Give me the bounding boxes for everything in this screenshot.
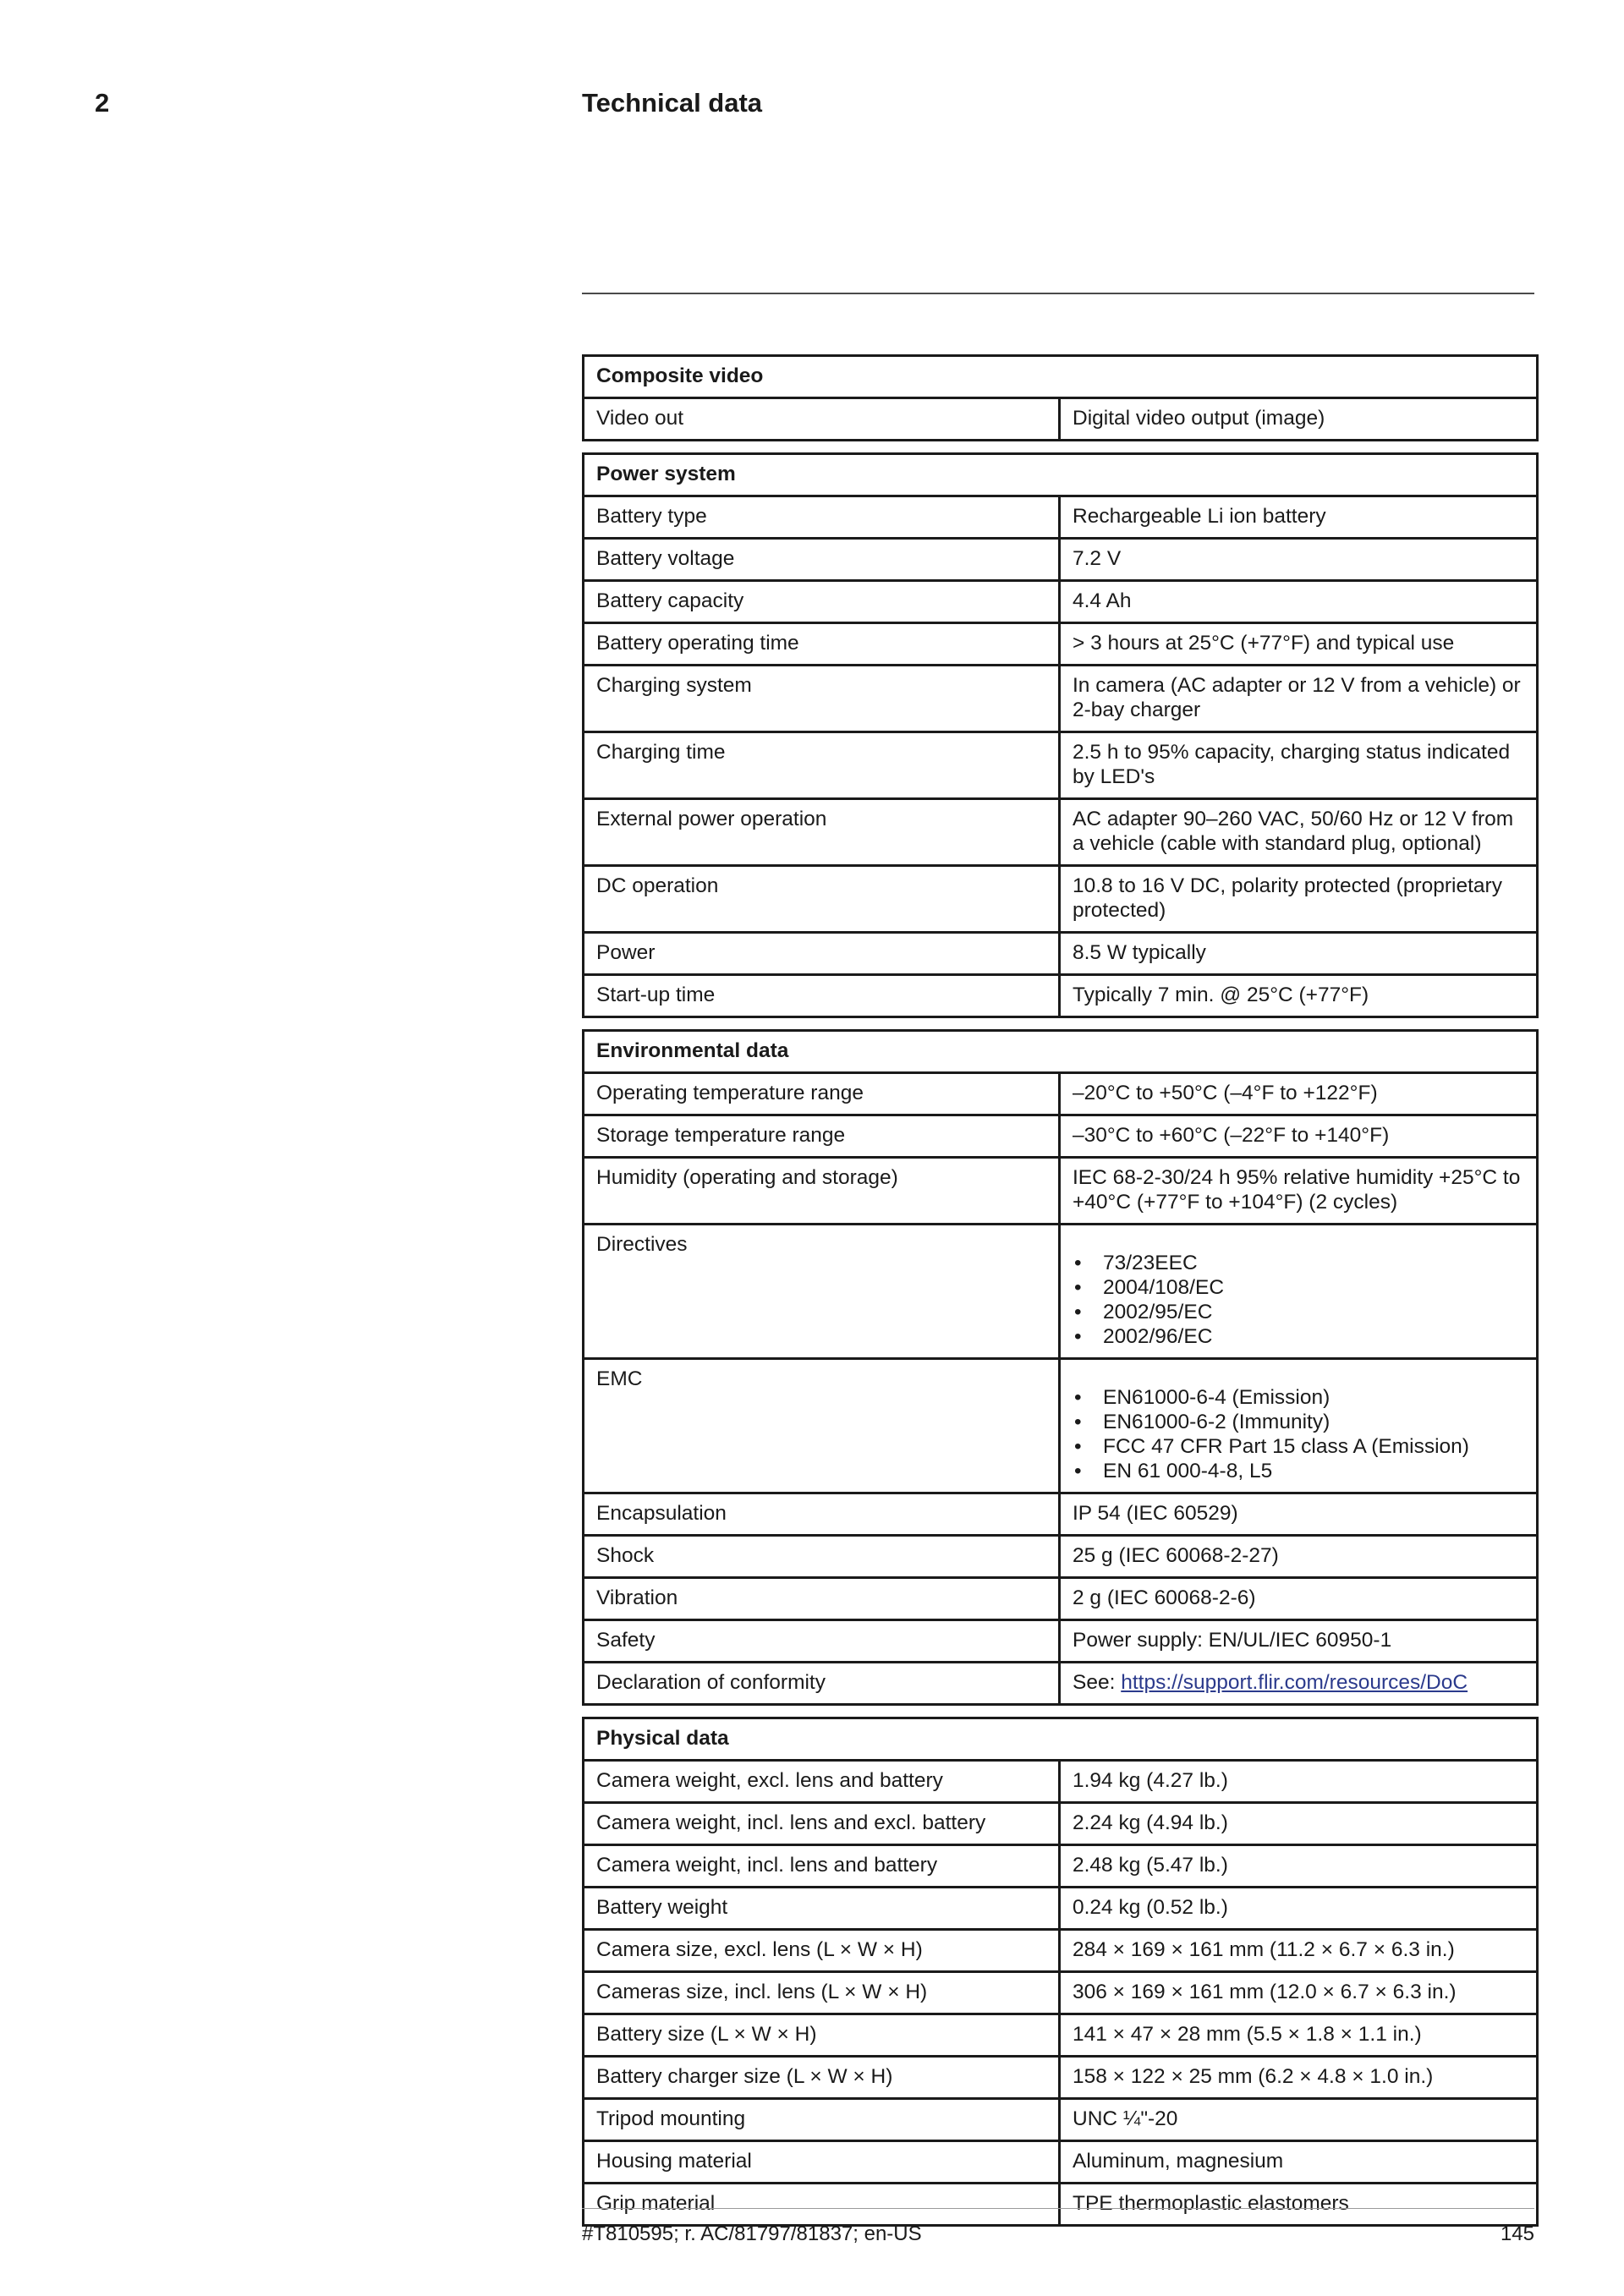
environmental-data-table: [582, 1029, 1539, 1706]
spec-value: 10.8 to 16 V DC, polarity protected (proprietary protected): [1060, 866, 1538, 933]
spec-label: Power: [584, 933, 1060, 975]
section-title: Power system: [584, 454, 1538, 496]
spec-value: AC adapter 90–260 VAC, 50/60 Hz or 12 V from a vehicle (cable with standard plug, optional): [1060, 799, 1538, 866]
spec-value: Aluminum, magnesium: [1060, 2141, 1538, 2184]
table-row: [584, 933, 1538, 975]
composite-video-table: [582, 354, 1539, 441]
spec-value: 158 × 122 × 25 mm (6.2 × 4.8 × 1.0 in.): [1060, 2057, 1538, 2099]
spec-value: Rechargeable Li ion battery: [1060, 496, 1538, 539]
spec-value: –20°C to +50°C (–4°F to +122°F): [1060, 1073, 1538, 1115]
table-row: [584, 581, 1538, 623]
table-row: [584, 539, 1538, 581]
chapter-title: Technical data: [582, 88, 763, 118]
section-title: Composite video: [584, 356, 1538, 398]
table-row: [584, 732, 1538, 799]
spec-value: UNC ¼"-20: [1060, 2099, 1538, 2141]
table-row: [584, 1930, 1538, 1972]
spec-value: 8.5 W typically: [1060, 933, 1538, 975]
section-title: Environmental data: [584, 1031, 1538, 1073]
table-row: [584, 2057, 1538, 2099]
table-row: [584, 398, 1538, 441]
spec-label: Housing material: [584, 2141, 1060, 2184]
directives-list: [1073, 1251, 1524, 1349]
table-row: [584, 666, 1538, 732]
spec-label: Battery size (L × W × H): [584, 2014, 1060, 2057]
table-row: [584, 1359, 1538, 1493]
table-row: [584, 1803, 1538, 1845]
spec-label: Charging time: [584, 732, 1060, 799]
spec-label: External power operation: [584, 799, 1060, 866]
spec-label: Tripod mounting: [584, 2099, 1060, 2141]
spec-value-list: [1060, 1359, 1538, 1493]
spec-value: IEC 68-2-30/24 h 95% relative humidity +25°C to +40°C (+77°F to +104°F) (2 cycles): [1060, 1158, 1538, 1225]
table-row: [584, 1620, 1538, 1663]
spec-value: –30°C to +60°C (–22°F to +140°F): [1060, 1115, 1538, 1158]
list-item: • FCC 47 CFR Part 15 class A (Emission): [1073, 1434, 1524, 1459]
spec-label: Grip material: [584, 2184, 1060, 2226]
table-row: [584, 1663, 1538, 1705]
spec-label: Declaration of conformity: [584, 1663, 1060, 1705]
table-row: [584, 799, 1538, 866]
header-divider: [582, 293, 1534, 294]
spec-label: Storage temperature range: [584, 1115, 1060, 1158]
list-item: • 73/23EEC: [1073, 1251, 1524, 1275]
spec-value: [1060, 1663, 1538, 1705]
table-row: [584, 623, 1538, 666]
table-row: [584, 1158, 1538, 1225]
doc-prefix: See:: [1073, 1671, 1122, 1694]
spec-label: Battery charger size (L × W × H): [584, 2057, 1060, 2099]
list-item: • 2002/95/EC: [1073, 1300, 1524, 1324]
footer-document-id: #T810595; r. AC/81797/81837; en-US: [582, 2222, 922, 2245]
table-row: [584, 1493, 1538, 1536]
list-item: • EN61000-6-4 (Emission): [1073, 1385, 1524, 1410]
table-row: [584, 2141, 1538, 2184]
spec-label: Safety: [584, 1620, 1060, 1663]
spec-value: IP 54 (IEC 60529): [1060, 1493, 1538, 1536]
table-row: [584, 1536, 1538, 1578]
spec-value: 2.48 kg (5.47 lb.): [1060, 1845, 1538, 1888]
power-system-table: [582, 452, 1539, 1018]
spec-value: TPE thermoplastic elastomers: [1060, 2184, 1538, 2226]
spec-label: Battery operating time: [584, 623, 1060, 666]
spec-label: Vibration: [584, 1578, 1060, 1620]
spec-value: 25 g (IEC 60068-2-27): [1060, 1536, 1538, 1578]
spec-value: Power supply: EN/UL/IEC 60950-1: [1060, 1620, 1538, 1663]
spec-value: In camera (AC adapter or 12 V from a vehicle) or 2-bay charger: [1060, 666, 1538, 732]
spec-value: 306 × 169 × 161 mm (12.0 × 6.7 × 6.3 in.): [1060, 1972, 1538, 2014]
spec-label: Start-up time: [584, 975, 1060, 1017]
list-item: • EN 61 000-4-8, L5: [1073, 1459, 1524, 1483]
spec-value: 7.2 V: [1060, 539, 1538, 581]
spec-label: Shock: [584, 1536, 1060, 1578]
spec-value: 0.24 kg (0.52 lb.): [1060, 1888, 1538, 1930]
doc-link[interactable]: https://support.flir.com/resources/DoC: [1121, 1671, 1468, 1694]
spec-value: > 3 hours at 25°C (+77°F) and typical use: [1060, 623, 1538, 666]
section-title: Physical data: [584, 1718, 1538, 1761]
spec-value: 2.24 kg (4.94 lb.): [1060, 1803, 1538, 1845]
spec-value: 2 g (IEC 60068-2-6): [1060, 1578, 1538, 1620]
section-header-row: [584, 356, 1538, 398]
spec-tables: [582, 354, 1536, 2238]
spec-value: 141 × 47 × 28 mm (5.5 × 1.8 × 1.1 in.): [1060, 2014, 1538, 2057]
spec-label: Cameras size, incl. lens (L × W × H): [584, 1972, 1060, 2014]
table-row: [584, 1073, 1538, 1115]
list-item: • EN61000-6-2 (Immunity): [1073, 1410, 1524, 1434]
table-row: [584, 1225, 1538, 1359]
spec-label: Operating temperature range: [584, 1073, 1060, 1115]
spec-value: Digital video output (image): [1060, 398, 1538, 441]
table-row: [584, 2099, 1538, 2141]
table-row: [584, 1888, 1538, 1930]
spec-label: Video out: [584, 398, 1060, 441]
table-row: [584, 1972, 1538, 2014]
emc-list: [1073, 1385, 1524, 1483]
spec-label: Camera weight, incl. lens and excl. battery: [584, 1803, 1060, 1845]
spec-value: 1.94 kg (4.27 lb.): [1060, 1761, 1538, 1803]
spec-label: Charging system: [584, 666, 1060, 732]
table-row: [584, 1115, 1538, 1158]
footer-divider: [582, 2208, 1534, 2209]
spec-value-list: [1060, 1225, 1538, 1359]
page-number: 145: [1500, 2222, 1534, 2245]
spec-label: Humidity (operating and storage): [584, 1158, 1060, 1225]
list-item: • 2004/108/EC: [1073, 1275, 1524, 1300]
section-header-row: [584, 1718, 1538, 1761]
spec-label: Battery capacity: [584, 581, 1060, 623]
spec-value: 284 × 169 × 161 mm (11.2 × 6.7 × 6.3 in.): [1060, 1930, 1538, 1972]
table-row: [584, 975, 1538, 1017]
table-row: [584, 496, 1538, 539]
spec-label: Battery type: [584, 496, 1060, 539]
spec-label: EMC: [584, 1359, 1060, 1493]
table-row: [584, 2014, 1538, 2057]
physical-data-table: [582, 1717, 1539, 2227]
table-row: [584, 1761, 1538, 1803]
table-row: [584, 2184, 1538, 2226]
list-item: • 2002/96/EC: [1073, 1324, 1524, 1349]
chapter-number: 2: [95, 88, 110, 118]
spec-label: Encapsulation: [584, 1493, 1060, 1536]
spec-value: Typically 7 min. @ 25°C (+77°F): [1060, 975, 1538, 1017]
spec-label: Directives: [584, 1225, 1060, 1359]
table-row: [584, 866, 1538, 933]
table-row: [584, 1845, 1538, 1888]
spec-label: Camera weight, excl. lens and battery: [584, 1761, 1060, 1803]
spec-label: DC operation: [584, 866, 1060, 933]
spec-label: Camera size, excl. lens (L × W × H): [584, 1930, 1060, 1972]
spec-value: 4.4 Ah: [1060, 581, 1538, 623]
spec-value: 2.5 h to 95% capacity, charging status indicated by LED's: [1060, 732, 1538, 799]
spec-label: Camera weight, incl. lens and battery: [584, 1845, 1060, 1888]
section-header-row: [584, 1031, 1538, 1073]
spec-label: Battery weight: [584, 1888, 1060, 1930]
spec-label: Battery voltage: [584, 539, 1060, 581]
table-row: [584, 1578, 1538, 1620]
section-header-row: [584, 454, 1538, 496]
